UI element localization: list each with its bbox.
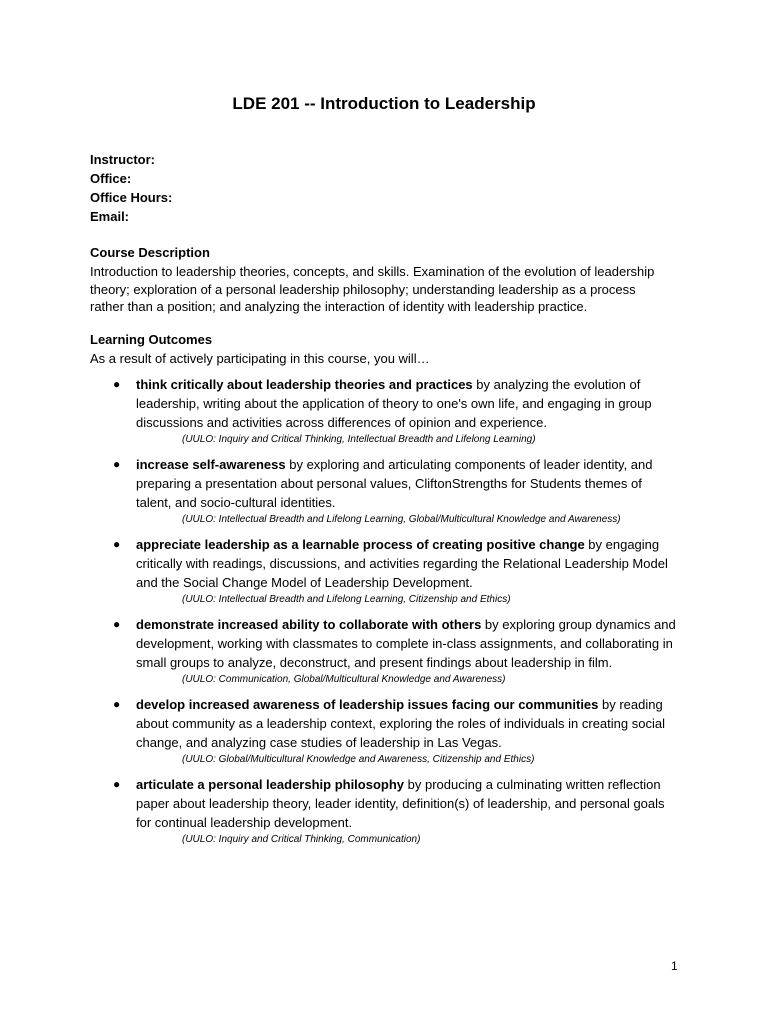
outcome-title: think critically about leadership theories and practices [136, 377, 473, 392]
outcome-description: by analyzing the evolution of leadership, writing about the application of theory to one's own life, and engaging in group discussions and activities across differences of opinion and experience. [136, 377, 652, 430]
outcome-description: by engaging critically with readings, discussions, and activities regarding the Relational Leadership Model and the Social Change Model of Leadership Development. [136, 537, 668, 590]
outcome-text [136, 535, 676, 592]
office-hours-label: Office Hours: [90, 190, 173, 205]
course-title: LDE 201 -- Introduction to Leadership [232, 94, 536, 113]
outcome-description: by reading about community as a leadership context, exploring the roles of individuals in creating social change, and analyzing case studies of leadership in Las Vegas. [136, 697, 665, 750]
email-label: Email: [90, 209, 130, 224]
outcome-description: by exploring group dynamics and development, working with classmates to complete in-class assignments, and collaborating in small groups to analyze, deconstruct, and present findings about leadership in film. [136, 617, 676, 670]
outcome-title: increase self-awareness [136, 457, 286, 472]
outcome-text [136, 455, 676, 512]
list-item [0, 775, 768, 847]
course-description-text: Introduction to leadership theories, concepts, and skills. Examination of the evolution of leadership theory; exploration of a personal leadership philosophy; understanding leadership as a process rather than a position; and analyzing the interaction of identity with leadership practice. [90, 264, 655, 314]
outcome-title: articulate a personal leadership philosophy [136, 777, 405, 792]
office-label: Office: [90, 171, 132, 186]
list-item [0, 375, 768, 447]
outcome-text [136, 695, 676, 752]
learning-outcomes-intro: As a result of actively participating in this course, you will… [90, 351, 430, 366]
learning-outcomes-heading: Learning Outcomes [90, 332, 213, 347]
bullet-icon: ● [113, 377, 121, 391]
outcome-text [136, 375, 676, 432]
outcome-uulo: (UULO: Intellectual Breadth and Lifelong Learning, Global/Multicultural Knowledge and Awareness) [182, 514, 621, 525]
outcome-title: develop increased awareness of leadership issues facing our communities [136, 697, 599, 712]
outcome-text [136, 775, 676, 832]
outcome-uulo: (UULO: Intellectual Breadth and Lifelong Learning, Citizenship and Ethics) [182, 594, 511, 605]
instructor-label: Instructor: [90, 152, 155, 167]
bullet-icon: ● [113, 537, 121, 551]
bullet-icon: ● [113, 777, 121, 791]
list-item [0, 615, 768, 687]
bullet-icon: ● [113, 617, 121, 631]
list-item [0, 535, 768, 607]
bullet-icon: ● [113, 697, 121, 711]
outcome-title: demonstrate increased ability to collaborate with others [136, 617, 482, 632]
list-item [0, 695, 768, 767]
learning-outcomes-list [0, 375, 768, 855]
outcome-description: by producing a culminating written reflection paper about leadership theory, leader identity, definition(s) of leadership, and personal goals for continual leadership development. [136, 777, 665, 830]
contact-block [90, 150, 172, 226]
outcome-uulo: (UULO: Communication, Global/Multicultural Knowledge and Awareness) [182, 674, 506, 685]
list-item [0, 455, 768, 527]
outcome-title: appreciate leadership as a learnable process of creating positive change [136, 537, 585, 552]
page-number: 1 [671, 959, 678, 973]
outcome-description: by exploring and articulating components of leader identity, and preparing a presentation about personal values, CliftonStrengths for Students themes of talent, and socio-cultural identities. [136, 457, 653, 510]
outcome-uulo: (UULO: Inquiry and Critical Thinking, Intellectual Breadth and Lifelong Learning) [182, 434, 536, 445]
course-description-heading: Course Description [90, 245, 210, 260]
outcome-uulo: (UULO: Global/Multicultural Knowledge and Awareness, Citizenship and Ethics) [182, 754, 535, 765]
outcome-text [136, 615, 676, 672]
outcome-uulo: (UULO: Inquiry and Critical Thinking, Communication) [182, 834, 421, 845]
bullet-icon: ● [113, 457, 121, 471]
